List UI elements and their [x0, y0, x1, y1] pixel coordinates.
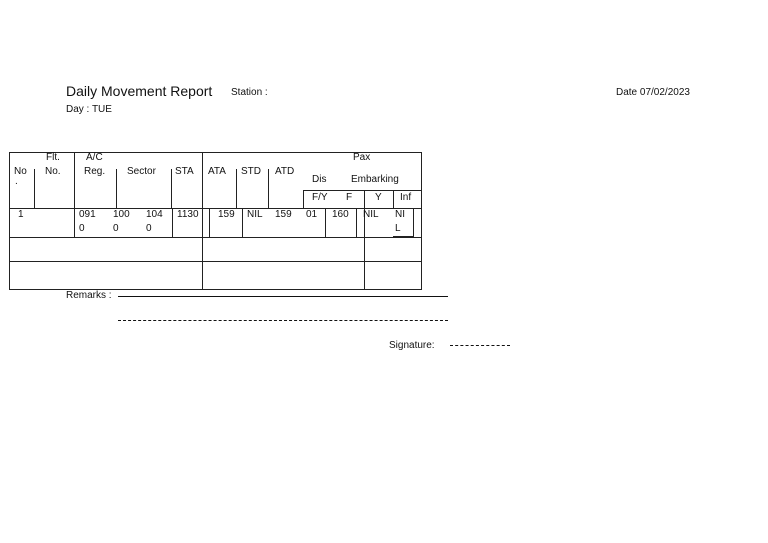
remarks-line-1 [118, 296, 448, 297]
row1-reg: 091 [79, 209, 96, 220]
movement-table [9, 152, 422, 290]
row1-sector-from: 100 [113, 209, 130, 220]
header-flt: Flt. [46, 152, 60, 163]
header-no-dot: . [15, 176, 18, 187]
header-no: No [14, 166, 27, 177]
header-fy: F/Y [312, 192, 328, 203]
row1-inf: NI [395, 209, 405, 220]
row1-y: NIL [363, 209, 379, 220]
header-dis: Dis [312, 174, 327, 185]
row1-f: 160 [332, 209, 349, 220]
station-label: Station : [231, 87, 268, 98]
remarks-label: Remarks : [66, 290, 112, 301]
report-title: Daily Movement Report [66, 83, 213, 99]
row1-sector-from-cont: 0 [113, 223, 119, 234]
row1-atd: 159 [275, 209, 292, 220]
header-atd: ATD [275, 166, 295, 177]
remarks-line-2 [118, 320, 448, 321]
header-ac: A/C [86, 152, 103, 163]
row1-inf-cont: L [395, 223, 401, 234]
header-f: F [346, 192, 353, 203]
header-embarking: Embarking [351, 174, 399, 185]
row1-sector-to: 104 [146, 209, 163, 220]
row1-fy: 01 [306, 209, 318, 220]
row1-sta: 1130 [177, 209, 199, 220]
header-pax: Pax [353, 152, 371, 163]
signature-label: Signature: [389, 340, 435, 351]
header-reg: Reg. [84, 166, 106, 177]
header-y: Y [375, 192, 382, 203]
row1-std: NIL [247, 209, 263, 220]
header-sta: STA [175, 166, 194, 177]
header-inf: Inf [400, 192, 412, 203]
header-flt-no: No. [45, 166, 61, 177]
header-std: STD [241, 166, 261, 177]
report-date: Date 07/02/2023 [616, 87, 690, 98]
row1-no: 1 [18, 209, 24, 220]
row1-reg-cont: 0 [79, 223, 85, 234]
row1-ata: 159 [218, 209, 235, 220]
row1-sector-to-cont: 0 [146, 223, 152, 234]
signature-line [450, 345, 510, 346]
header-sector: Sector [127, 166, 156, 177]
header-ata: ATA [208, 166, 226, 177]
day-label: Day : TUE [66, 104, 112, 115]
